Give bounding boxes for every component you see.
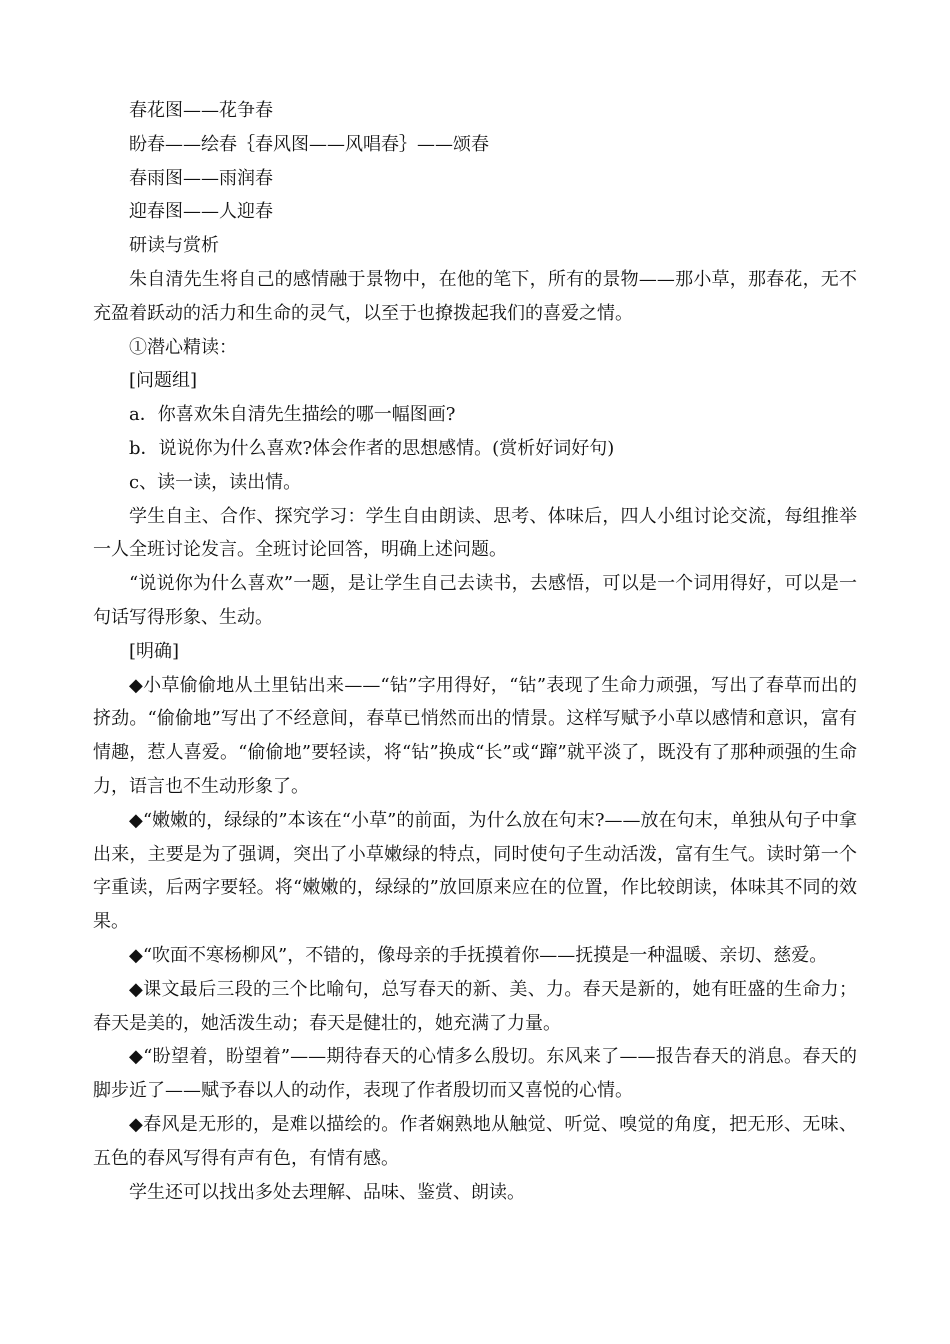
- bullet-longing: ◆“盼望着，盼望着”——期待春天的心情多么殷切。东风来了——报告春天的消息。春天的脚步近了——赋予春以人的动作，表现了作者殷切而又喜悦的心情。: [93, 1046, 857, 1102]
- outline-line-welcoming-spring: 迎春图——人迎春: [129, 201, 273, 223]
- document-body: [93, 94, 857, 1209]
- outline-line-spring-rain: 春雨图——雨润春: [129, 167, 273, 189]
- outline-line-spring-flowers: 春花图——花争春: [129, 100, 273, 121]
- bullet-spring-wind: ◆春风是无形的，是难以描绘的。作者娴熟地从触觉、听觉、嗅觉的角度，把无形、无味、五色的春风写得有声有色，有情有感。: [93, 1113, 857, 1169]
- subheading-close-reading: ①潜心精读：: [129, 336, 237, 358]
- subheading-question-group: [问题组]: [129, 370, 198, 392]
- bullet-three-metaphors: ◆课文最后三段的三个比喻句，总写春天的新、美、力。春天是新的，她有旺盛的生命力；春天是美的，她活泼生动；春天是健壮的，她充满了力量。: [93, 978, 857, 1034]
- question-a: a．你喜欢朱自清先生描绘的哪一幅图画?: [129, 404, 456, 426]
- paragraph-student-activity: 学生自主、合作、探究学习：学生自由朗读、思考、体味后，四人小组讨论交流，每组推举一人全班讨论发言。全班讨论回答，明确上述问题。: [93, 505, 857, 561]
- subheading-clarify: [明确]: [129, 640, 180, 662]
- section-heading-study-appreciation: 研读与赏析: [129, 235, 219, 257]
- bullet-tender-green: ◆“嫩嫩的，绿绿的”本该在“小草”的前面，为什么放在句末?——放在句末，单独从句子中拿出来，主要是为了强调，突出了小草嫩绿的特点，同时使句子生动活泼，富有生气。读时第一个字重读，后两字要轻。将“嫩嫩的，绿绿的”放回原来应在的位置，作比较朗读，体味其不同的效果。: [93, 809, 857, 933]
- outline-line-spring-wind: 盼春——绘春｛春风图——风唱春｝——颂春: [129, 133, 489, 155]
- paragraph-intro: 朱自清先生将自己的感情融于景物中，在他的笔下，所有的景物——那小草，那春花，无不充盈着跃动的活力和生命的灵气，以至于也撩拨起我们的喜爱之情。: [93, 268, 857, 324]
- paragraph-why-like: “说说你为什么喜欢”一题，是让学生自己去读书，去感悟，可以是一个词用得好，可以是一句话写得形象、生动。: [93, 573, 857, 628]
- question-b: b．说说你为什么喜欢?体会作者的思想感情。(赏析好词好句): [129, 437, 615, 459]
- paragraph-closing: 学生还可以找出多处去理解、品味、鉴赏、朗读。: [129, 1181, 525, 1203]
- bullet-willow-wind: ◆“吹面不寒杨柳风”，不错的，像母亲的手抚摸着你——抚摸是一种温暖、亲切、慈爱。: [129, 944, 828, 966]
- question-c: c、读一读，读出情。: [129, 471, 302, 493]
- bullet-grass-drill: ◆小草偷偷地从土里钻出来——“钻”字用得好，“钻”表现了生命力顽强，写出了春草而出的挤劲。“偷偷地”写出了不经意间，春草已悄然而出的情景。这样写赋予小草以感情和意识，富有情趣，惹人喜爱。“偷偷地”要轻读，将“钻”换成“长”或“蹿”就平淡了，既没有了那种顽强的生命力，语言也不生动形象了。: [93, 674, 857, 797]
